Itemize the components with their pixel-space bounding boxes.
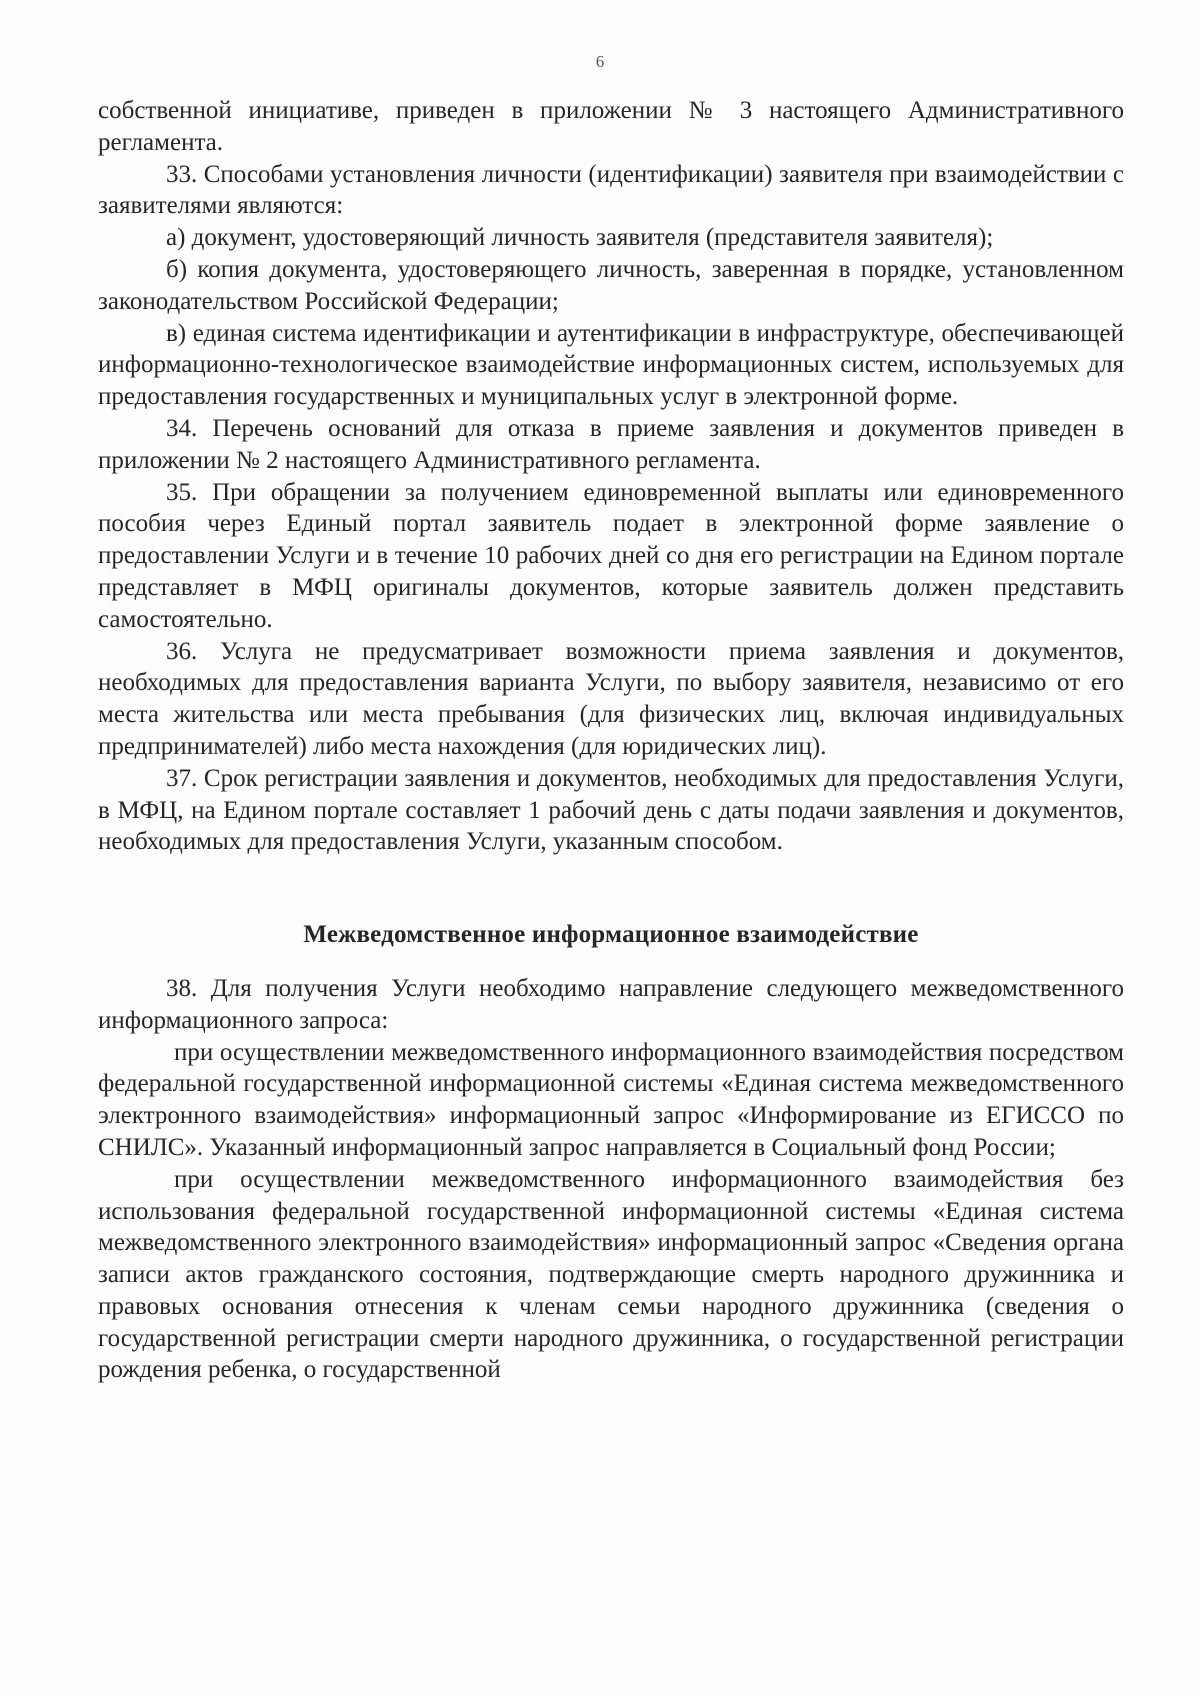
paragraph-33-item-b: б) копия документа, удостоверяющего личность, заверенная в порядке, установленном законодательством Российской Федерации; — [98, 255, 1124, 315]
paragraph-38-request-1: при осуществлении межведомственного информационного взаимодействия посредством федеральной государственной информационной системы «Единая система межведомственного электронного взаимодействия» информационный запрос «Информирование из ЕГИССО по СНИЛС». Указанный информационный запрос направляется в Социальный фонд России; — [98, 1038, 1124, 1161]
page-number: 6 — [595, 52, 605, 71]
section-heading: Межведомственное информационное взаимодействие — [303, 921, 919, 949]
paragraph-37: 37. Срок регистрации заявления и документов, необходимых для предоставления Услуги, в МФЦ, на Едином портале составляет 1 рабочий день с даты подачи заявления и документов, необходимых для предоставления Услуги, указанным способом. — [98, 764, 1124, 856]
paragraph-35: 35. При обращении за получением единовременной выплаты или единовременного пособия через Единый портал заявитель подает в электронной форме заявление о предоставлении Услуги и в течение 10 рабочих дней со дня его регистрации на Едином портале представляет в МФЦ оригиналы документов, которые заявитель должен представить самостоятельно. — [98, 478, 1124, 633]
paragraph-33: 33. Способами установления личности (идентификации) заявителя при взаимодействии с заявителями являются: — [98, 160, 1124, 220]
paragraph-continuation: собственной инициативе, приведен в приложении № 3 настоящего Административного регламента. — [98, 97, 1124, 156]
paragraph-36: 36. Услуга не предусматривает возможности приема заявления и документов, необходимых для предоставления варианта Услуги, по выбору заявителя, независимо от его места жительства или места пребывания (для физических лиц, включая индивидуальных предпринимателей) либо места нахождения (для юридических лиц). — [98, 637, 1124, 760]
paragraph-33-item-a: а) документ, удостоверяющий личность заявителя (представителя заявителя); — [166, 224, 994, 252]
paragraph-34: 34. Перечень оснований для отказа в приеме заявления и документов приведен в приложении № 2 настоящего Административного регламента. — [98, 414, 1124, 474]
paragraph-38-request-2: при осуществлении межведомственного информационного взаимодействия без использования федеральной государственной информационной системы «Единая система межведомственного электронного взаимодействия» информационный запрос «Сведения органа записи актов гражданского состояния, подтверждающие смерть народного дружинника и правовых основания отнесения к членам семьи народного дружинника (сведения о государственной регистрации смерти народного дружинника, о государственной регистрации рождения ребенка, о государственной — [98, 1165, 1124, 1384]
paragraph-38: 38. Для получения Услуги необходимо направление следующего межведомственного информационного запроса: — [98, 974, 1124, 1034]
paragraph-33-item-c: в) единая система идентификации и аутентификации в инфраструктуре, обеспечивающей информационно-технологическое взаимодействие информационных систем, используемых для предоставления государственных и муниципальных услуг в электронной форме. — [98, 319, 1124, 411]
document-body — [98, 95, 1124, 1386]
